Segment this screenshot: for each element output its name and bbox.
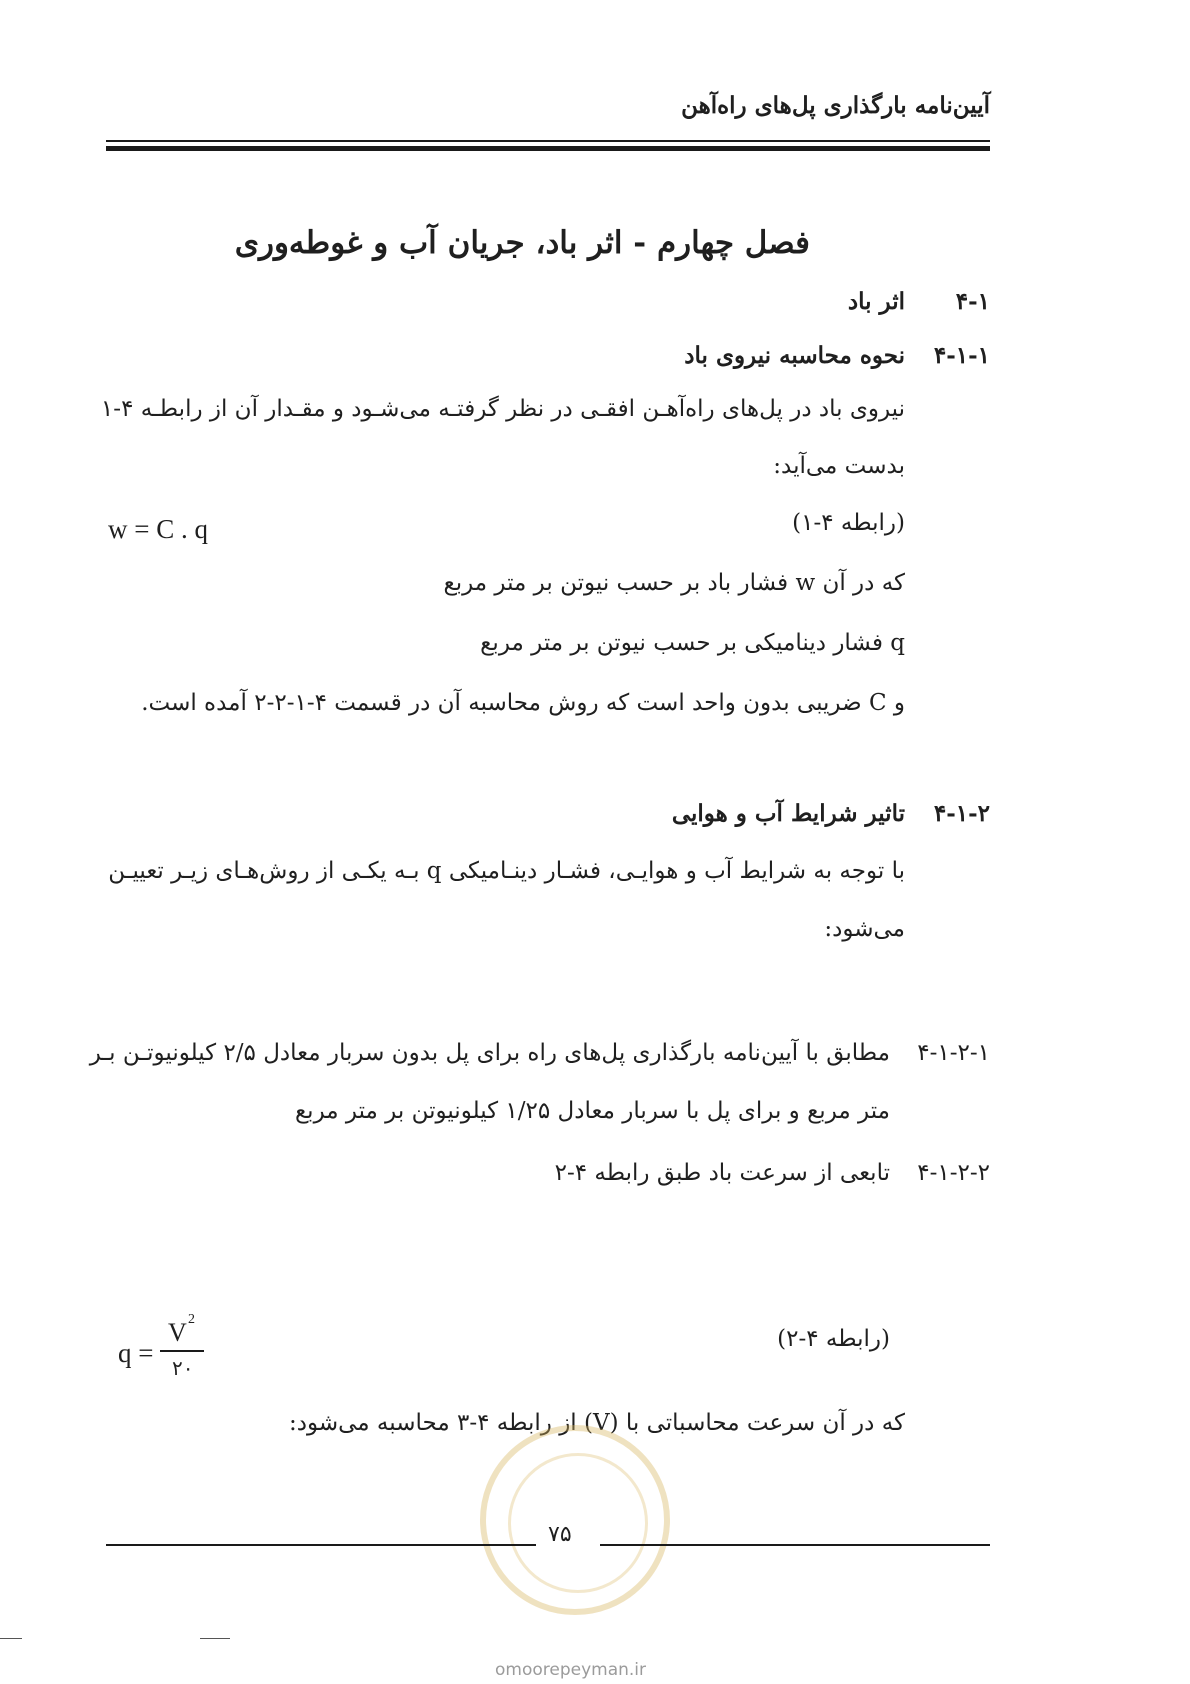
section-number: ۴-۱ — [955, 288, 990, 315]
footer-rule-right — [600, 1544, 990, 1546]
definition-line: و C ضریبی بدون واحد است که روش محاسبه آن در قسمت ۴-۱-۲-۲ آمده است. — [141, 690, 905, 716]
subsection-title: نحوه محاسبه نیروی باد — [684, 342, 905, 369]
paragraph-line: نیروی باد در پل‌های راه‌آهـن افقـی در نظر گرفتـه می‌شـود و مقـدار آن از رابطـه ۴-۱ — [100, 396, 905, 422]
page-number: ۷۵ — [548, 1522, 572, 1547]
fraction-denominator: ۲۰ — [172, 1358, 194, 1380]
subsection-title: تاثیر شرایط آب و هوایی — [671, 800, 905, 827]
equation-label: (رابطه ۴-۱) — [792, 510, 905, 536]
running-header: آیین‌نامه بارگذاری پل‌های راه‌آهن — [681, 92, 990, 119]
publisher-seal-watermark — [480, 1425, 670, 1615]
header-rule-thin — [106, 140, 990, 142]
equation: w = C . q — [108, 514, 208, 544]
paragraph-line: بدست می‌آید: — [773, 453, 905, 479]
watermark-url: omoorepeyman.ir — [495, 1660, 647, 1680]
definition-line: که در آن w فشار باد بر حسب نیوتن بر متر مربع — [443, 570, 905, 596]
clause-number: ۴-۱-۲-۱ — [917, 1040, 990, 1066]
paragraph-line: با توجه به شرایط آب و هوایـی، فشـار دینـامیکی q بـه یکـی از روش‌هـای زیـر تعییـن — [108, 858, 905, 884]
fraction-bar — [160, 1350, 204, 1352]
scan-mark — [0, 1638, 22, 1639]
chapter-title: فصل چهارم - اثر باد، جریان آب و غوطه‌وری — [234, 225, 810, 261]
definition-line: q فشار دینامیکی بر حسب نیوتن بر متر مربع — [480, 630, 905, 656]
scan-mark — [200, 1638, 230, 1639]
equation-lhs: q = — [118, 1338, 154, 1368]
clause-number: ۴-۱-۲-۲ — [917, 1160, 990, 1186]
paragraph-line: که در آن سرعت محاسباتی با (V) از رابطه ۴-۳ محاسبه می‌شود: — [288, 1410, 905, 1436]
fraction-numerator: V — [168, 1318, 187, 1347]
clause-line: تابعی از سرعت باد طبق رابطه ۴-۲ — [554, 1160, 890, 1186]
fraction-exponent: 2 — [188, 1312, 195, 1327]
clause-line: متر مربع و برای پل با سربار معادل ۱/۲۵ کیلونیوتن بر متر مربع — [294, 1098, 890, 1124]
subsection-number: ۴-۱-۱ — [933, 342, 990, 369]
equation-label: (رابطه ۴-۲) — [777, 1326, 890, 1352]
section-title: اثر باد — [847, 288, 905, 315]
paragraph-line: می‌شود: — [824, 916, 905, 942]
header-rule-thick — [106, 146, 990, 151]
footer-rule-left — [106, 1544, 536, 1546]
subsection-number: ۴-۱-۲ — [933, 800, 990, 827]
clause-line: مطابق با آیین‌نامه بارگذاری پل‌های راه برای پل بدون سربار معادل ۲/۵ کیلونیوتـن بـر — [89, 1040, 890, 1066]
